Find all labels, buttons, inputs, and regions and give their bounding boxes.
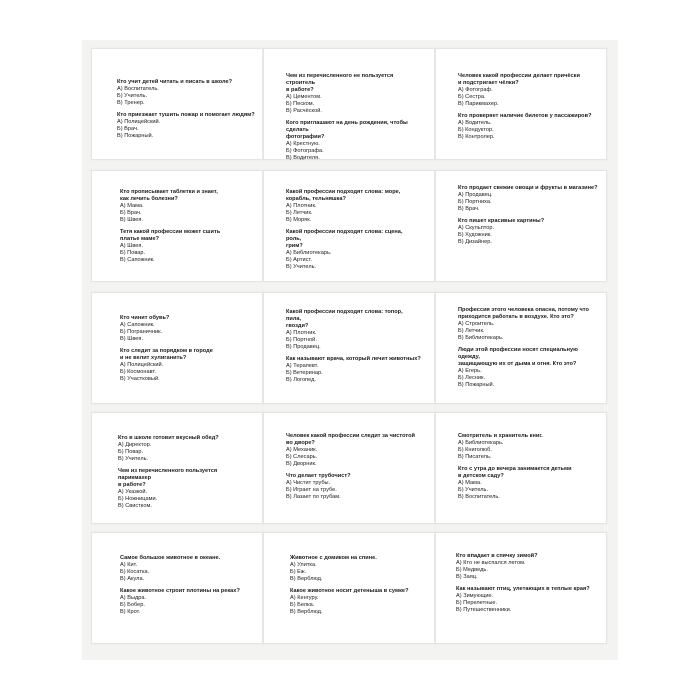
answer-option: А) Строитель. — [458, 320, 495, 327]
quiz-card-content — [117, 79, 255, 140]
answer-option: В) Писатель. — [458, 453, 492, 460]
question-line: Кто следит за порядком в городе — [120, 348, 213, 355]
answer-option: В) Врач. — [458, 205, 480, 212]
answer-option: В) Пожарный. — [458, 381, 495, 388]
quiz-card-content — [458, 185, 598, 246]
answer-option: А) Мама. — [120, 202, 144, 209]
question-block — [458, 113, 592, 141]
answer-option: В) Учитель. — [286, 263, 317, 270]
question-block — [118, 435, 248, 463]
question-text: Как называют птиц, улетающих в теплые края? — [456, 586, 590, 593]
question-text: Самое большое животное в океане. — [120, 555, 221, 561]
answer-option: А) Зимующие. — [456, 593, 494, 600]
question-block — [286, 120, 416, 161]
question-line: в работе? — [118, 482, 146, 489]
answer-option: В) Контролер. — [458, 133, 495, 140]
question-block — [290, 555, 400, 583]
answer-option: В) Акула. — [120, 575, 145, 582]
question-line: Какой профессии подходят слова: сцена, роль, — [286, 229, 403, 243]
answer-option: А) Чистит трубы. — [286, 480, 331, 487]
quiz-card — [263, 170, 435, 282]
question-line: корабль, тельняшка? — [286, 195, 346, 202]
answer-option: Б) Играет на трубе. — [286, 486, 337, 493]
question-text — [458, 466, 588, 480]
question-text — [458, 307, 598, 321]
quiz-card-content — [458, 73, 592, 141]
answer-option: В) Водителя. — [286, 154, 320, 161]
answer-option: В) Швея. — [120, 335, 144, 342]
quiz-card — [435, 292, 607, 404]
answer-option: Б) Врач. — [117, 126, 139, 133]
question-text: Кто в школе готовит вкусный обед? — [118, 435, 219, 441]
answer-option: Б) Художник. — [458, 232, 492, 239]
quiz-card-content — [120, 189, 230, 264]
answer-option: В) Верблюд. — [290, 575, 323, 582]
answer-option: А) Швея. — [120, 242, 144, 249]
question-line: Чем из перечисленного пользуется парикмахер — [118, 468, 218, 482]
question-block — [120, 555, 240, 583]
answer-option: А) Кит. — [120, 561, 138, 568]
question-text: Что делает трубочист? — [286, 473, 351, 480]
answer-option: В) Свистком. — [118, 502, 152, 509]
answer-option: Б) Белка. — [290, 602, 315, 609]
answer-option: А) Водитель. — [458, 120, 492, 127]
question-text: Какое животное строит плотины на реках? — [120, 588, 240, 595]
question-text — [120, 229, 230, 243]
question-text — [118, 468, 248, 489]
quiz-card — [263, 48, 435, 160]
question-text — [286, 189, 416, 203]
answer-option: Б) Повар. — [118, 448, 144, 455]
question-text: Кто впадает в спячку зимой? — [456, 553, 538, 559]
answer-option: А) Продавец. — [458, 191, 493, 198]
question-text: Какое животное носит детеныша в сумке? — [290, 588, 409, 595]
answer-option: Б) Кондуктор. — [458, 126, 494, 133]
question-line: Чем из перечисленного не пользуется строитель — [286, 73, 394, 86]
question-block — [458, 347, 598, 388]
question-block — [117, 79, 237, 107]
question-text: Кто пишет красивые картины? — [458, 218, 545, 225]
answer-option: В) Сапожник. — [120, 256, 155, 263]
answer-option: В) Расчёской. — [286, 107, 322, 114]
question-block — [286, 73, 416, 114]
answer-option: А) Воспитатель. — [117, 85, 159, 92]
question-line: Тетя какой профессии может сшить — [120, 229, 221, 236]
question-block — [286, 309, 416, 350]
answer-option: Б) Фотографа. — [286, 147, 324, 154]
answer-option: Б) Сестра. — [458, 93, 486, 100]
answer-option: В) Воспитатель. — [458, 493, 500, 500]
question-block — [286, 433, 416, 468]
answer-option: А) Выдра. — [120, 595, 147, 602]
question-text: Кто продает свежие овощи и фрукты в магазине? — [458, 185, 598, 191]
quiz-card-content — [286, 73, 416, 161]
question-text — [286, 73, 416, 94]
question-line: Кто с утра до вечера занимается детьми — [458, 466, 572, 473]
card-sheet — [82, 40, 618, 660]
answer-option: Б) Косатка. — [120, 568, 150, 575]
question-line: грим? — [286, 242, 303, 249]
question-text: Кто приезжает тушить пожар и помогает людям? — [117, 112, 255, 119]
answer-option: В) Парикмахер. — [458, 100, 499, 107]
question-text: Животное с домиком на спине. — [290, 555, 377, 561]
quiz-card — [91, 292, 263, 404]
answer-option: А) Кто не выспался летом. — [456, 559, 526, 566]
answer-option: В) Крот. — [120, 608, 141, 615]
question-text — [286, 433, 416, 447]
answer-option: Б) Слесарь. — [286, 453, 318, 460]
answer-option: В) Заяц. — [456, 573, 478, 580]
answer-option: Б) Ветеринар. — [286, 369, 323, 376]
question-line: гвозди? — [286, 322, 309, 329]
answer-option: В) Дизайнер. — [458, 238, 492, 245]
answer-option: Б) Пограничник. — [120, 328, 163, 335]
question-text: Кто проверяет наличие билетов у пассажиров? — [458, 113, 592, 120]
answer-option: А) Терапевт. — [286, 362, 319, 369]
quiz-card-content — [286, 309, 421, 384]
answer-option: А) Полицейский. — [117, 119, 161, 126]
question-text — [286, 120, 416, 141]
question-line: платье маме? — [120, 236, 159, 243]
answer-option: В) Учитель. — [118, 455, 149, 462]
answer-option: А) Мама. — [458, 480, 482, 487]
quiz-card-content — [456, 553, 601, 614]
question-line: во дворе? — [286, 439, 315, 446]
question-text — [458, 73, 588, 87]
question-line: Человек какой профессии делает причёски — [458, 73, 580, 79]
answer-option: А) Крестную. — [286, 140, 320, 147]
question-line: Кто прописывает таблетки и знает, — [120, 189, 218, 195]
answer-option: А) Плотник. — [286, 202, 317, 209]
quiz-card — [263, 412, 435, 524]
answer-option: А) Механик. — [286, 446, 318, 453]
quiz-card-content — [120, 315, 230, 383]
question-block — [120, 348, 230, 383]
answer-option: А) Кенгуру. — [290, 595, 319, 602]
answer-option: В) Дворник. — [286, 460, 317, 467]
answer-option: В) Библиотекарь. — [458, 334, 504, 341]
quiz-card-content — [290, 555, 409, 616]
answer-option: Б) Врач. — [120, 209, 142, 216]
answer-option: Б) Портниха. — [458, 198, 492, 205]
question-block — [456, 586, 601, 614]
question-block — [120, 588, 240, 616]
answer-option: Б) Повар. — [120, 249, 146, 256]
answer-option: Б) Перелетные. — [456, 600, 498, 607]
answer-option: А) Цементом. — [286, 93, 322, 100]
quiz-card-content — [118, 435, 248, 510]
quiz-card — [435, 170, 607, 282]
question-text — [120, 348, 230, 362]
question-line: и подстригает чёлки? — [458, 79, 519, 86]
question-block — [456, 553, 601, 581]
quiz-card — [263, 532, 435, 644]
answer-option: А) Библиотекарь. — [286, 249, 332, 256]
question-block — [120, 229, 230, 264]
answer-option: В) Пожарный. — [117, 132, 154, 139]
question-line: Какой профессии подходят слова: море, — [286, 189, 401, 195]
answer-option: А) Скульптор. — [458, 225, 495, 232]
quiz-card-content — [458, 433, 588, 501]
question-line: Какой профессии подходят слова: топор, пила, — [286, 309, 403, 322]
answer-option: А) Библиотекарь. — [458, 439, 504, 446]
question-line: приходится работать в воздухе. Кто это? — [458, 313, 574, 320]
answer-option: А) Плотник. — [286, 329, 317, 336]
answer-option: В) Участковый. — [120, 375, 160, 382]
question-block — [118, 468, 248, 509]
question-text: Как называют врача, который лечит животных? — [286, 356, 421, 363]
question-line: как лечить болезни? — [120, 195, 178, 202]
answer-option: А) Полицейский. — [120, 362, 164, 369]
quiz-card-content — [286, 189, 416, 271]
quiz-card — [435, 532, 607, 644]
answer-option: Б) Космонавт. — [120, 368, 157, 375]
quiz-card — [435, 48, 607, 160]
question-block — [117, 112, 255, 140]
question-line: Человек какой профессии следит за чистотой — [286, 433, 415, 439]
question-line: и не велит хулиганить? — [120, 355, 187, 362]
quiz-card — [263, 292, 435, 404]
question-line: в работе? — [286, 86, 314, 93]
answer-option: В) Тренер. — [117, 99, 145, 106]
question-text: Кто учит детей читать и писать в школе? — [117, 79, 233, 85]
answer-option: Б) Лесник. — [458, 374, 486, 381]
question-block — [286, 229, 416, 270]
answer-option: Б) Летчик. — [286, 209, 313, 216]
answer-option: А) Указкой. — [118, 488, 148, 495]
question-block — [286, 189, 416, 224]
question-block — [458, 466, 588, 501]
quiz-card — [91, 412, 263, 524]
answer-option: В) Путешественники. — [456, 606, 512, 613]
question-block — [290, 588, 409, 616]
question-block — [458, 307, 598, 342]
question-text: Кто чинит обувь? — [120, 315, 170, 321]
question-text — [286, 309, 416, 330]
answer-option: Б) Бобер. — [120, 602, 145, 609]
answer-option: А) Улитка. — [290, 561, 317, 568]
answer-option: Б) Медведь. — [456, 566, 488, 573]
question-line: фотографии? — [286, 133, 325, 140]
quiz-card — [91, 170, 263, 282]
question-block — [458, 73, 588, 108]
answer-option: Б) Учитель. — [458, 486, 489, 493]
answer-option: Б) Ножницами. — [118, 495, 158, 502]
question-block — [286, 473, 416, 501]
question-line: Люди этой профессии носят специальную одежду, — [458, 347, 578, 361]
answer-option: Б) Портной. — [286, 336, 317, 343]
question-block — [458, 218, 588, 246]
answer-option: А) Фотограф. — [458, 86, 493, 93]
question-line: Профессия этого человека опасна, потому что — [458, 307, 589, 313]
answer-option: А) Сапожник. — [120, 321, 155, 328]
question-line: в детском саду? — [458, 473, 504, 480]
question-text — [286, 229, 416, 250]
quiz-card-content — [120, 555, 240, 616]
question-line: Кого приглашают на день рождения, чтобы сделать — [286, 120, 408, 133]
answer-option: Б) Песком. — [286, 100, 315, 107]
question-block — [458, 433, 588, 461]
question-block — [286, 356, 421, 384]
answer-option: В) Продавец. — [286, 343, 321, 350]
answer-option: Б) Книголюб. — [458, 446, 492, 453]
answer-option: В) Логопед. — [286, 376, 317, 383]
answer-option: Б) Летчик. — [458, 327, 485, 334]
question-text: Смотритель и хранитель книг. — [458, 433, 543, 439]
quiz-card — [435, 412, 607, 524]
answer-option: В) Моряк. — [286, 216, 312, 223]
quiz-card-content — [458, 307, 598, 389]
question-text — [458, 347, 598, 368]
answer-option: Б) Учитель. — [117, 92, 148, 99]
answer-option: В) Лазает по трубам. — [286, 493, 341, 500]
answer-option: Б) Еж. — [290, 568, 307, 575]
question-block — [120, 189, 230, 224]
answer-option: В) Верблюд. — [290, 608, 323, 615]
question-block — [120, 315, 230, 343]
answer-option: В) Швея. — [120, 216, 144, 223]
question-block — [458, 185, 598, 213]
answer-option: А) Егерь. — [458, 367, 482, 374]
question-text — [120, 189, 230, 203]
answer-option: А) Директор. — [118, 441, 152, 448]
quiz-card-content — [286, 433, 416, 501]
answer-option: Б) Артист. — [286, 256, 312, 263]
quiz-card — [91, 532, 263, 644]
question-line: защищающую их от дыма и огня. Кто это? — [458, 360, 577, 367]
quiz-card — [91, 48, 263, 160]
